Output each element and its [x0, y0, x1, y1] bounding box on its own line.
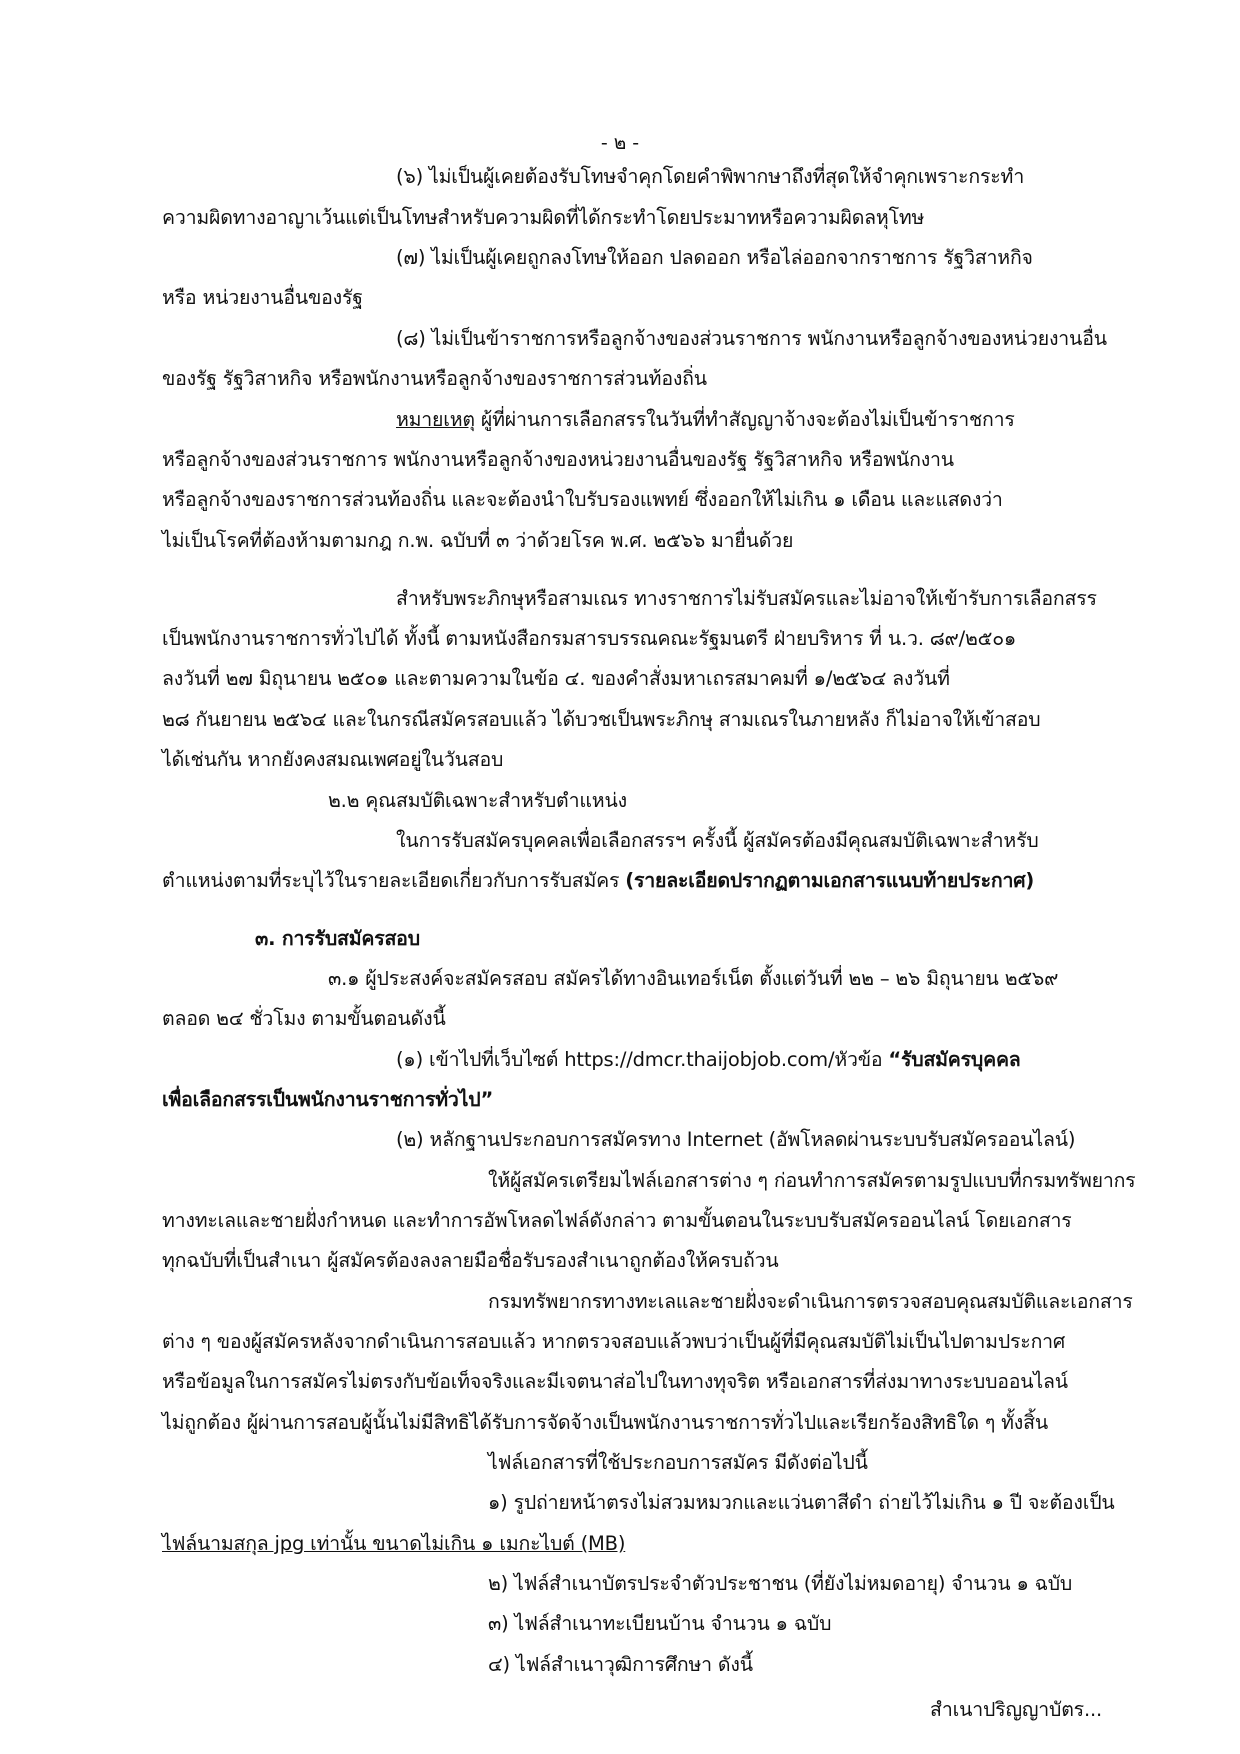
note-text: ผู้ที่ผ่านการเลือกสรรในวันที่ทำสัญญาจ้างจะต้องไม่เป็นข้าราชการ [474, 408, 1015, 431]
file-3: ๓) ไฟล์สำเนาทะเบียนบ้าน จำนวน ๑ ฉบับ [488, 1612, 832, 1635]
monk-para-line-1: สำหรับพระภิกษุหรือสามเณร ทางราชการไม่รับสมัครและไม่อาจให้เข้ารับการเลือกสรร [396, 587, 1097, 610]
section-3-1-line-1: ๓.๑ ผู้ประสงค์จะสมัครสอบ สมัครได้ทางอินเทอร์เน็ต ตั้งแต่วันที่ ๒๒ – ๒๖ มิถุนายน ๒๕๖๙ [328, 967, 1059, 990]
monk-para-line-4: ๒๘ กันยายน ๒๕๖๔ และในกรณีสมัครสอบแล้ว ได้บวชเป็นพระภิกษุ สามเณรในภายหลัง ก็ไม่อาจให้เข้าสอบ [162, 708, 1041, 731]
monk-para-line-3: ลงวันที่ ๒๗ มิถุนายน ๒๕๐๑ และตามความในข้อ ๔. ของคำสั่งมหาเถรสมาคมที่ ๑/๒๕๖๔ ลงวันที่ [162, 667, 950, 690]
note-line-4: ไม่เป็นโรคที่ต้องห้ามตามกฎ ก.พ. ฉบับที่ ๓ ว่าด้วยโรค พ.ศ. ๒๕๖๖ มายื่นด้วย [162, 529, 794, 552]
files-intro: ไฟล์เอกสารที่ใช้ประกอบการสมัคร มีดังต่อไปนี้ [488, 1451, 868, 1474]
step-1-bold: “รับสมัครบุคคล [888, 1048, 1021, 1071]
section-2-2-line-1: ในการรับสมัครบุคคลเพื่อเลือกสรรฯ ครั้งนี้ ผู้สมัครต้องมีคุณสมบัติเฉพาะสำหรับ [396, 829, 1039, 852]
para-8-line-1: (๘) ไม่เป็นข้าราชการหรือลูกจ้างของส่วนราชการ พนักงานหรือลูกจ้างของหน่วยงานอื่น [396, 327, 1107, 350]
continuation-text: สำเนาปริญญาบัตร... [930, 1698, 1102, 1721]
para-8-line-2: ของรัฐ รัฐวิสาหกิจ หรือพนักงานหรือลูกจ้างของราชการส่วนท้องถิ่น [162, 367, 707, 390]
note-line-1 [396, 406, 1015, 434]
para-6-line-2: ความผิดทางอาญาเว้นแต่เป็นโทษสำหรับความผิดที่ได้กระทำโดยประมาทหรือความผิดลหุโทษ [162, 206, 925, 229]
verify-para-line-3: หรือข้อมูลในการสมัครไม่ตรงกับข้อเท็จจริงและมีเจตนาส่อไปในทางทุจริต หรือเอกสารที่ส่งมาทางระบบออนไลน์ [162, 1370, 1068, 1393]
step-1-line-1 [396, 1046, 1021, 1074]
note-line-2: หรือลูกจ้างของส่วนราชการ พนักงานหรือลูกจ้างของหน่วยงานอื่นของรัฐ รัฐวิสาหกิจ หรือพนักงาน [162, 448, 954, 471]
para-7-line-2: หรือ หน่วยงานอื่นของรัฐ [162, 286, 363, 309]
note-label: หมายเหตุ [396, 408, 475, 431]
section-2-2-heading: ๒.๒ คุณสมบัติเฉพาะสำหรับตำแหน่ง [328, 789, 627, 812]
para-6-line-1: (๖) ไม่เป็นผู้เคยต้องรับโทษจำคุกโดยคำพิพากษาถึงที่สุดให้จำคุกเพราะกระทำ [396, 165, 1025, 188]
section-3-1-line-2: ตลอด ๒๔ ชั่วโมง ตามขั้นตอนดังนี้ [162, 1007, 446, 1030]
step-2-line-4: ทุกฉบับที่เป็นสำเนา ผู้สมัครต้องลงลายมือชื่อรับรองสำเนาถูกต้องให้ครบถ้วน [162, 1249, 779, 1272]
section-2-2-bold: (รายละเอียดปรากฏตามเอกสารแนบท้ายประกาศ) [625, 869, 1035, 892]
verify-para-line-1: กรมทรัพยากรทางทะเลและชายฝั่งจะดำเนินการตรวจสอบคุณสมบัติและเอกสาร [488, 1290, 1133, 1313]
step-1-line-2: เพื่อเลือกสรรเป็นพนักงานราชการทั่วไป” [162, 1088, 494, 1111]
step-2-line-2: ให้ผู้สมัครเตรียมไฟล์เอกสารต่าง ๆ ก่อนทำการสมัครตามรูปแบบที่กรมทรัพยากร [488, 1169, 1136, 1192]
page-number: - ๒ - [600, 132, 640, 154]
file-2: ๒) ไฟล์สำเนาบัตรประจำตัวประชาชน (ที่ยังไม่หมดอายุ) จำนวน ๑ ฉบับ [488, 1572, 1073, 1595]
note-line-3: หรือลูกจ้างของราชการส่วนท้องถิ่น และจะต้องนำใบรับรองแพทย์ ซึ่งออกให้ไม่เกิน ๑ เดือน และแสดงว่า [162, 488, 1003, 511]
file-1-line-1: ๑) รูปถ่ายหน้าตรงไม่สวมหมวกและแว่นตาสีดำ ถ่ายไว้ไม่เกิน ๑ ปี จะต้องเป็น [488, 1491, 1115, 1514]
monk-para-line-2: เป็นพนักงานราชการทั่วไปได้ ทั้งนี้ ตามหนังสือกรมสารบรรณคณะรัฐมนตรี ฝ่ายบริหาร ที่ น.ว. ๘๙/๒๕๐๑ [162, 627, 1017, 650]
file-1-line-2: ไฟล์นามสกุล jpg เท่านั้น ขนาดไม่เกิน ๑ เมกะไบต์ (MB) [162, 1532, 626, 1555]
step-2-line-1: (๒) หลักฐานประกอบการสมัครทาง Internet (อัพโหลดผ่านระบบรับสมัครออนไลน์) [396, 1128, 1076, 1151]
monk-para-line-5: ได้เช่นกัน หากยังคงสมณเพศอยู่ในวันสอบ [162, 748, 504, 771]
verify-para-line-4: ไม่ถูกต้อง ผู้ผ่านการสอบผู้นั้นไม่มีสิทธิได้รับการจัดจ้างเป็นพนักงานราชการทั่วไปและเรียกร้องสิทธิใด ๆ ทั้งสิ้น [162, 1411, 1048, 1434]
step-1-text: (๑) เข้าไปที่เว็บไซต์ https://dmcr.thaijobjob.com/หัวข้อ [396, 1048, 889, 1071]
section-2-2-text: ตำแหน่งตามที่ระบุไว้ในรายละเอียดเกี่ยวกับการรับสมัคร [162, 869, 626, 892]
section-3-heading: ๓. การรับสมัครสอบ [255, 927, 420, 950]
step-2-line-3: ทางทะเลและชายฝั่งกำหนด และทำการอัพโหลดไฟล์ดังกล่าว ตามขั้นตอนในระบบรับสมัครออนไลน์ โดยเอกสาร [162, 1209, 1072, 1232]
section-2-2-line-2 [162, 867, 1034, 895]
para-7-line-1: (๗) ไม่เป็นผู้เคยถูกลงโทษให้ออก ปลดออก หรือไล่ออกจากราชการ รัฐวิสาหกิจ [396, 246, 1033, 269]
verify-para-line-2: ต่าง ๆ ของผู้สมัครหลังจากดำเนินการสอบแล้ว หากตรวจสอบแล้วพบว่าเป็นผู้ที่มีคุณสมบัติไม่เป็นไปตามประกาศ [162, 1330, 1066, 1353]
file-4: ๔) ไฟล์สำเนาวุฒิการศึกษา ดังนี้ [488, 1653, 753, 1676]
